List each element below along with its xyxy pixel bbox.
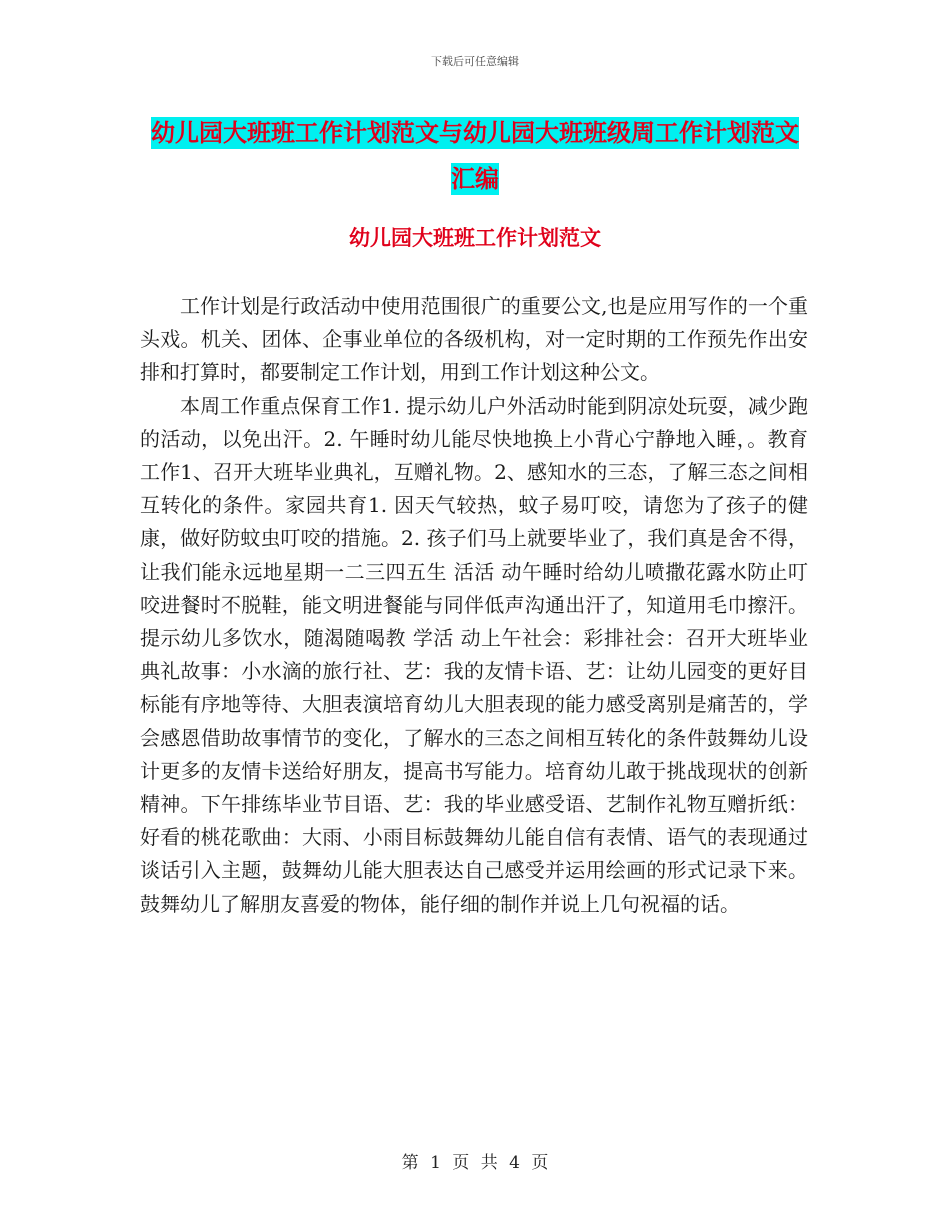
section-title: 幼儿园大班班工作计划范文 <box>349 226 601 250</box>
header-note: 下载后可任意编辑 <box>431 55 519 68</box>
body-text <box>140 290 808 921</box>
page-footer: 第 1 页 共 4 页 <box>401 1153 549 1173</box>
paragraph-intro: 工作计划是行政活动中使用范围很广的重要公文,也是应用写作的一个重头戏。机关、团体、企事业单位的各级机构，对一定时期的工作预先作出安排和打算时，都要制定工作计划，用到工作计划这种公文。 <box>140 294 808 385</box>
paragraph-weekly-plan: 本周工作重点保育工作1. 提示幼儿户外活动时能到阴凉处玩耍，减少跑的活动，以免出汗。2. 午睡时幼儿能尽快地换上小背心宁静地入睡，。教育工作1、召开大班毕业典礼，互赠礼物。2、感知水的三态，了解三态之间相互转化的条件。家园共育1. 因天气较热，蚊子易叮咬，请您为了孩子的健康，做好防蚊虫叮咬的措施。2. 孩子们马上就要毕业了，我们真是舍不得，让我们能永远地星期一二三四五生 活活 动午睡时给幼儿喷撒花露水防止叮咬进餐时不脱鞋，能文明进餐能与同伴低声沟通出汗了，知道用毛巾擦汗。提示幼儿多饮水，随渴随喝教 学活 动上午社会：彩排社会：召开大班毕业典礼故事：小水滴的旅行社、艺：我的友情卡语、艺：让幼儿园变的更好目标能有序地等待、大胆表演培育幼儿大胆表现的能力感受离别是痛苦的，学会感恩借助故事情节的变化，了解水的三态之间相互转化的条件鼓舞幼儿设计更多的友情卡送给好朋友，提高书写能力。培育幼儿敢于挑战现状的创新精神。下午排练毕业节目语、艺：我的毕业感受语、艺制作礼物互赠折纸：好看的桃花歌曲：大雨、小雨目标鼓舞幼儿能自信有表情、语气的表现通过谈话引入主题，鼓舞幼儿能大胆表达自己感受并运用绘画的形式记录下来。鼓舞幼儿了解朋友喜爱的物体，能仔细的制作并说上几句祝福的话。 <box>140 393 808 916</box>
document-title <box>140 110 810 202</box>
document-title-text: 幼儿园大班班工作计划范文与幼儿园大班班级周工作计划范文汇编 <box>151 119 799 193</box>
